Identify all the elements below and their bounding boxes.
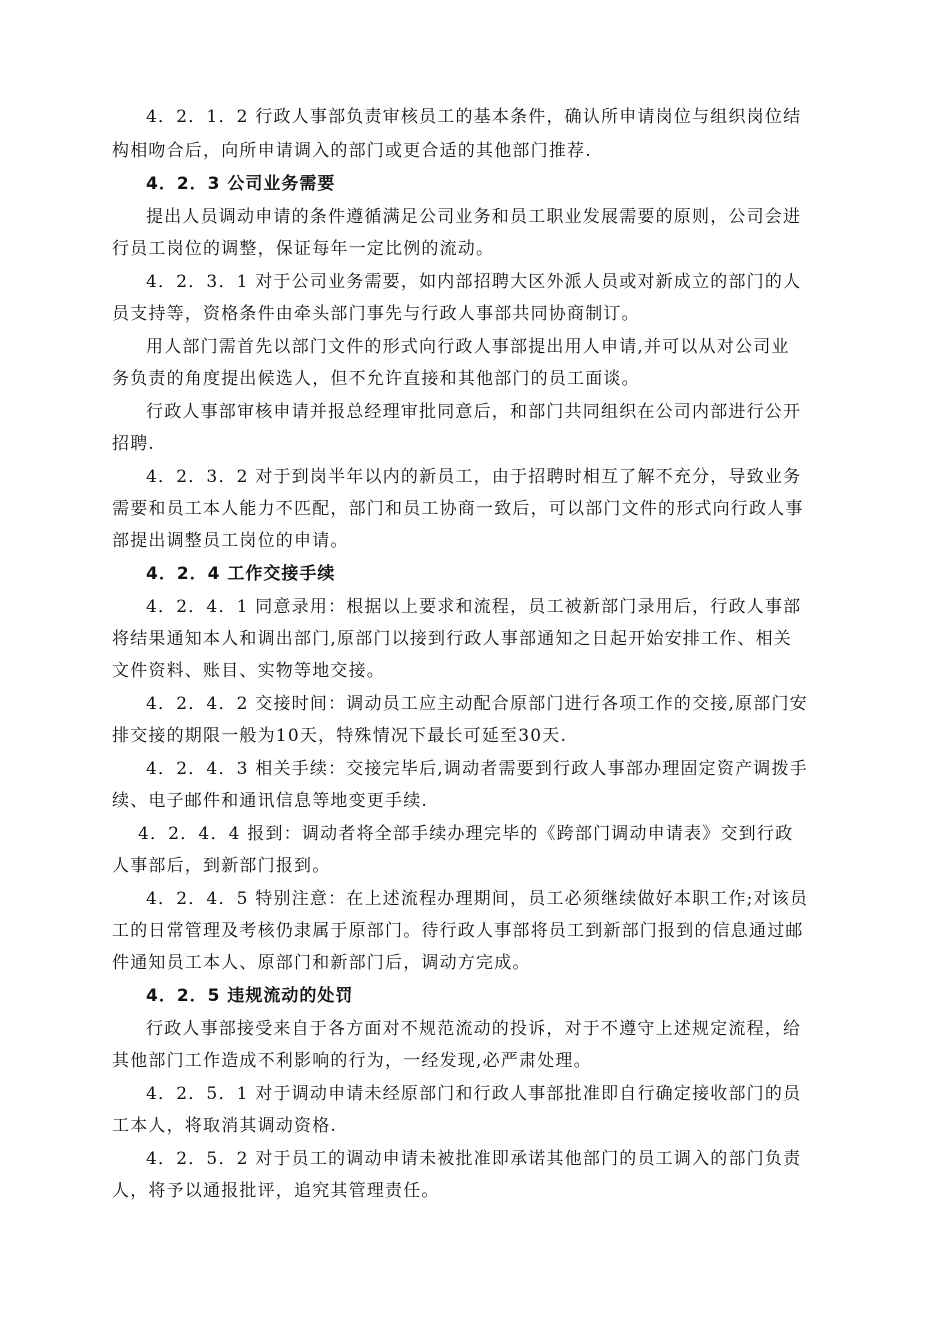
section-heading-4-2-5: 4．2．5 违规流动的处罚 xyxy=(146,986,354,1006)
paragraph-4-2-4-1-line-2: 将结果通知本人和调出部门,原部门以接到行政人事部通知之日起开始安排工作、相关 xyxy=(112,629,793,649)
paragraph-4-2-4-4-line-1: 4．2．4．4 报到：调动者将全部手续办理完毕的《跨部门调动申请表》交到行政 xyxy=(138,824,794,844)
paragraph-review-approval-line-2: 招聘. xyxy=(112,434,156,454)
paragraph-4-2-4-3-line-2: 续、电子邮件和通讯信息等地变更手续. xyxy=(112,791,429,811)
paragraph-4-2-3-2-line-1: 4．2．3．2 对于到岗半年以内的新员工，由于招聘时相互了解不充分，导致业务 xyxy=(146,467,802,487)
paragraph-4-2-4-5-line-1: 4．2．4．5 特别注意：在上述流程办理期间，员工必须继续做好本职工作;对该员 xyxy=(146,889,809,909)
paragraph-4-2-4-2-line-1: 4．2．4．2 交接时间：调动员工应主动配合原部门进行各项工作的交接,原部门安 xyxy=(146,694,808,714)
paragraph-department-request-line-2: 务负责的角度提出候选人，但不允许直接和其他部门的员工面谈。 xyxy=(112,369,640,389)
paragraph-4-2-3-1-line-1: 4．2．3．1 对于公司业务需要，如内部招聘大区外派人员或对新成立的部门的人 xyxy=(146,272,802,292)
paragraph-4-2-3-intro-line-1: 提出人员调动申请的条件遵循满足公司业务和员工职业发展需要的原则，公司会进 xyxy=(146,207,802,227)
paragraph-4-2-1-2-line-1: 4．2．1．2 行政人事部负责审核员工的基本条件，确认所申请岗位与组织岗位结 xyxy=(146,107,802,127)
paragraph-4-2-1-2-line-2: 构相吻合后，向所申请调入的部门或更合适的其他部门推荐. xyxy=(112,141,592,161)
paragraph-4-2-4-5-line-3: 件通知员工本人、原部门和新部门后，调动方完成。 xyxy=(112,953,531,973)
paragraph-review-approval-line-1: 行政人事部审核申请并报总经理审批同意后，和部门共同组织在公司内部进行公开 xyxy=(146,402,802,422)
paragraph-4-2-4-1-line-1: 4．2．4．1 同意录用：根据以上要求和流程，员工被新部门录用后，行政人事部 xyxy=(146,597,802,617)
paragraph-4-2-3-2-line-2: 需要和员工本人能力不匹配，部门和员工协商一致后，可以部门文件的形式向行政人事 xyxy=(112,499,804,519)
paragraph-4-2-5-intro-line-1: 行政人事部接受来自于各方面对不规范流动的投诉，对于不遵守上述规定流程，给 xyxy=(146,1019,802,1039)
section-heading-4-2-4: 4．2．4 工作交接手续 xyxy=(146,564,336,584)
paragraph-4-2-5-1-line-1: 4．2．5．1 对于调动申请未经原部门和行政人事部批准即自行确定接收部门的员 xyxy=(146,1084,802,1104)
paragraph-4-2-4-2-line-2: 排交接的期限一般为10天，特殊情况下最长可延至30天. xyxy=(112,726,568,746)
section-heading-4-2-3: 4．2．3 公司业务需要 xyxy=(146,174,336,194)
paragraph-4-2-5-2-line-1: 4．2．5．2 对于员工的调动申请未被批准即承诺其他部门的员工调入的部门负责 xyxy=(146,1149,802,1169)
paragraph-4-2-4-5-line-2: 工的日常管理及考核仍隶属于原部门。待行政人事部将员工到新部门报到的信息通过邮 xyxy=(112,921,804,941)
paragraph-4-2-4-1-line-3: 文件资料、账目、实物等地交接。 xyxy=(112,661,385,681)
paragraph-4-2-5-1-line-2: 工本人，将取消其调动资格. xyxy=(112,1116,338,1136)
paragraph-4-2-3-1-line-2: 员支持等，资格条件由牵头部门事先与行政人事部共同协商制订。 xyxy=(112,304,640,324)
paragraph-4-2-4-4-line-2: 人事部后，到新部门报到。 xyxy=(112,856,331,876)
paragraph-4-2-4-3-line-1: 4．2．4．3 相关手续：交接完毕后,调动者需要到行政人事部办理固定资产调拨手 xyxy=(146,759,808,779)
paragraph-4-2-5-intro-line-2: 其他部门工作造成不利影响的行为，一经发现,必严肃处理。 xyxy=(112,1051,592,1071)
paragraph-4-2-3-intro-line-2: 行员工岗位的调整，保证每年一定比例的流动。 xyxy=(112,239,495,259)
paragraph-4-2-5-2-line-2: 人，将予以通报批评，追究其管理责任。 xyxy=(112,1181,440,1201)
paragraph-4-2-3-2-line-3: 部提出调整员工岗位的申请。 xyxy=(112,531,349,551)
paragraph-department-request-line-1: 用人部门需首先以部门文件的形式向行政人事部提出用人申请,并可以从对公司业 xyxy=(146,337,790,357)
